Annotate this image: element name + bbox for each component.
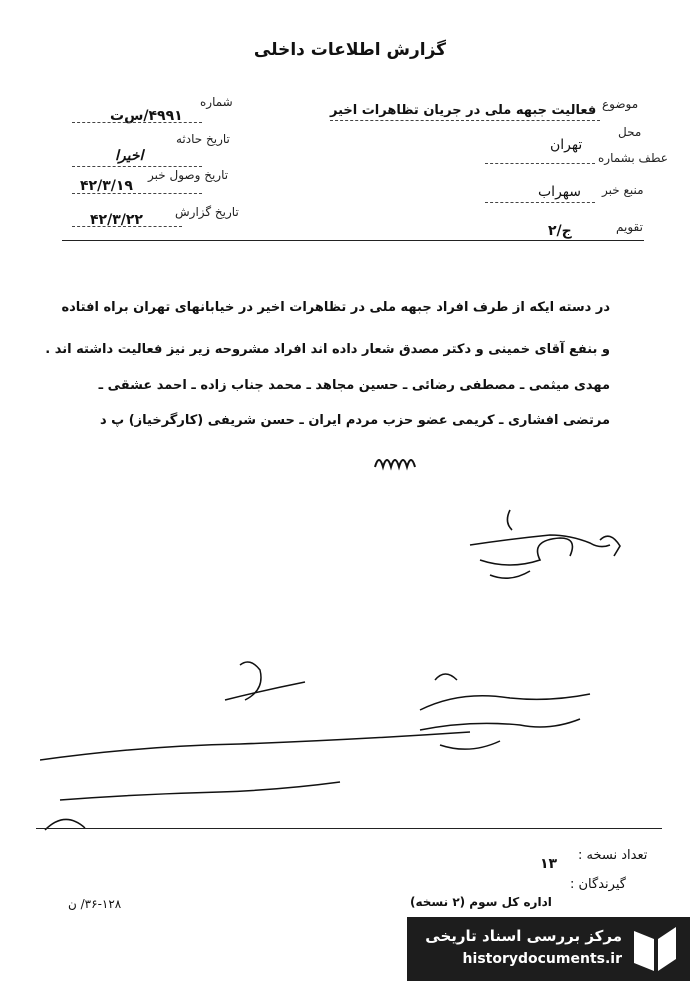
reference-label: عطف بشماره [598, 151, 668, 165]
handwritten-mark [370, 445, 430, 475]
evaluation-value: ج/۲ [548, 223, 572, 239]
footer-separator [36, 828, 662, 829]
report-date-value: ۴۲/۳/۲۲ [90, 212, 143, 228]
report-date-label: تاریخ گزارش [175, 205, 239, 219]
subject-value: فعالیت جبهه ملی در جریان تظاهرات اخیر [330, 103, 597, 118]
location-label: محل [618, 125, 642, 139]
recipients-value: اداره کل سوم (۲ نسخه) [410, 895, 552, 909]
body-line-2: و بنفع آقای خمینی و دکتر مصدق شعار داده اند افراد مشروحه زیر نیز فعالیت داشته اند . [45, 342, 610, 357]
subject-underline [330, 120, 600, 121]
source-underline [485, 202, 595, 203]
book-icon [628, 923, 682, 975]
number-value: ۴۹۹۱/س‌ت [110, 108, 183, 124]
reference-underline [485, 163, 595, 164]
number-label: شماره [200, 95, 233, 109]
watermark-site: historydocuments.ir [462, 951, 622, 967]
number-underline [72, 122, 202, 123]
incident-date-underline [72, 166, 202, 167]
report-date-underline [72, 226, 182, 227]
receipt-date-label: تاریخ وصول خبر [148, 168, 229, 182]
copies-label: تعداد نسخه : [578, 848, 648, 863]
recipients-label: گیرندگان : [570, 877, 626, 892]
body-line-3: مهدی میثمی ـ مصطفی رضائی ـ حسین مجاهد ـ محمد جناب زاده ـ احمد عشقی ـ [98, 378, 610, 393]
document-code: ۳۶-۱۲۸/ ن [68, 897, 122, 911]
body-line-4: مرتضی افشاری ـ کریمی عضو حزب مردم ایران ـ حسن شریفی (کارگرخیاز) پ د [99, 413, 610, 428]
source-value: سهراب [538, 184, 581, 200]
incident-date-label: تاریخ حادثه [176, 132, 230, 146]
header-separator [62, 240, 644, 241]
location-value: تهران [550, 137, 583, 153]
source-label: منبع خبر [602, 183, 644, 197]
evaluation-label: تقویم [616, 220, 643, 234]
incident-date-value: اخیرا [115, 148, 144, 164]
receipt-date-underline [72, 193, 202, 194]
receipt-date-value: ۴۲/۳/۱۹ [80, 178, 133, 194]
watermark-logo [407, 917, 690, 981]
subject-label: موضوع [602, 97, 639, 111]
watermark-org-name: مرکز بررسی اسناد تاریخی [425, 927, 622, 945]
copies-value: ۱۳ [540, 856, 558, 872]
body-line-1: در دسته ایکه از طرف افراد جبهه ملی در تظاهرات اخیر در خیابانهای تهران براه افتاده [61, 300, 610, 315]
page-title: گزارش اطلاعات داخلی [253, 40, 447, 60]
handwritten-notes [40, 650, 620, 850]
signature-image [450, 500, 640, 590]
